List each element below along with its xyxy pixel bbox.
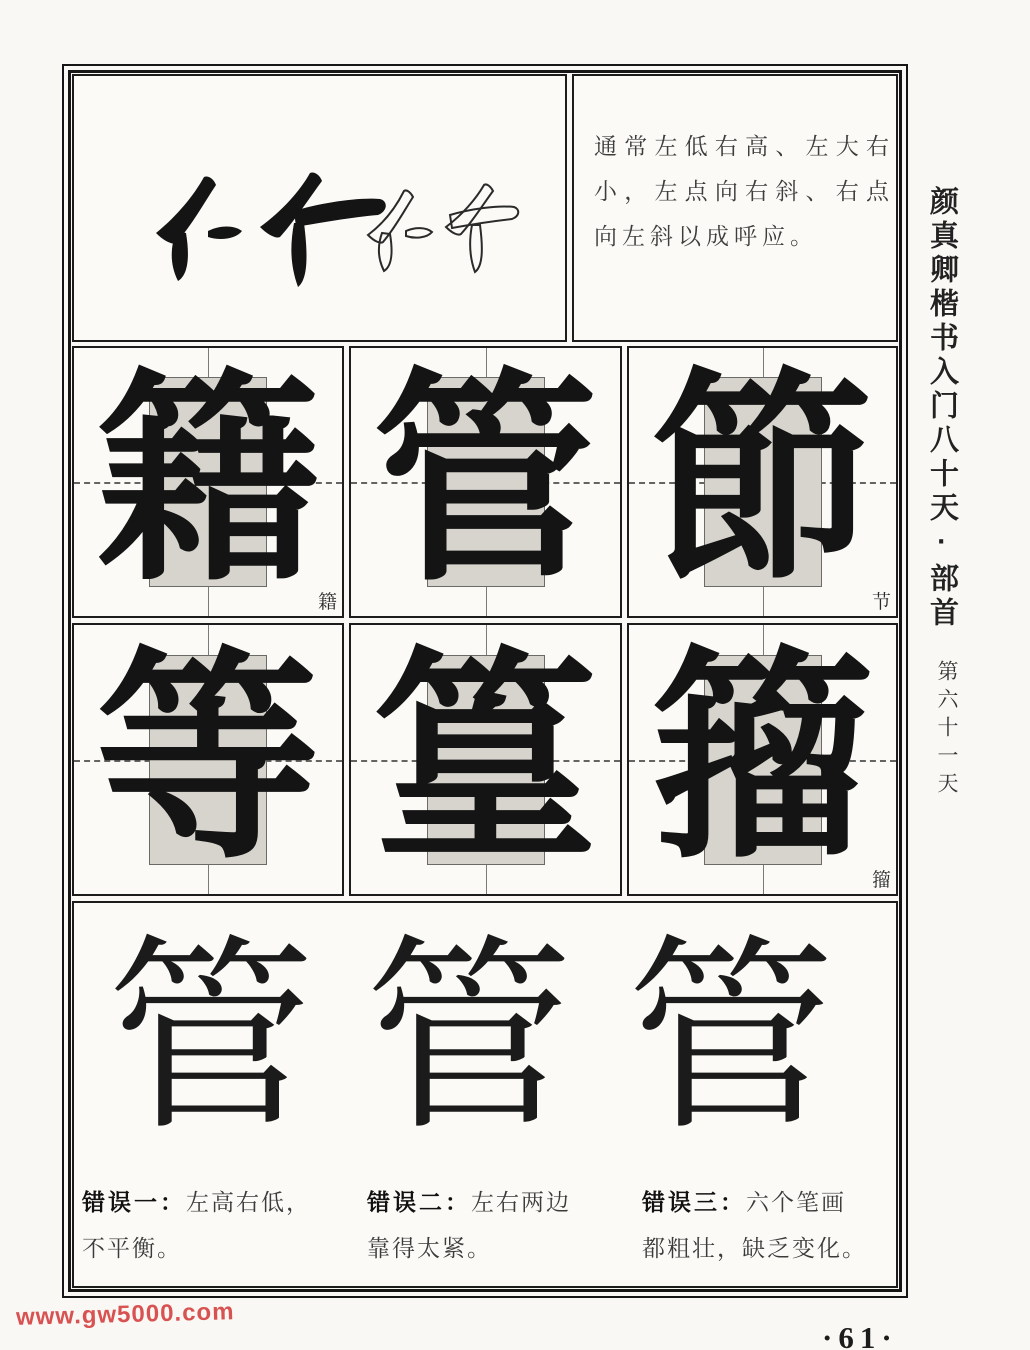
error-caption-3-line1: 六个笔画 [746,1190,846,1215]
bamboo-radical-icon [142,171,522,321]
calligraphy-char: 籍 [95,357,321,607]
watermark-url: www.gw5000.com [15,1298,235,1331]
grid-cell-ji [72,346,344,618]
error-caption-1-line1: 左高右低， [186,1190,311,1215]
calligraphy-char: 管 [373,357,598,607]
char-label: 籀 [871,870,891,891]
radical-demo-box [72,74,567,342]
calligraphy-char: 籀 [650,634,875,885]
grid-cell-zhou [627,623,898,896]
error-char-1: 管 [107,924,315,1154]
error-caption-1-label: 错误一： [82,1189,186,1215]
calligraphy-char: 篁 [373,634,598,885]
instruction-box [572,74,898,342]
error-char-2: 管 [365,924,573,1154]
error-caption-2-line1: 左右两边 [471,1190,571,1215]
lesson-day-vertical: 第六十一天 [935,660,959,800]
error-char-3: 管 [627,924,835,1154]
error-caption-3 [642,1179,904,1272]
error-caption-2-label: 错误二： [367,1189,471,1215]
book-title-vertical: 颜真卿楷书入门八十天·部首 [926,186,958,631]
grid-cell-guan [349,346,622,618]
grid-cell-huang [349,623,622,896]
calligraphy-char: 等 [95,634,321,885]
error-caption-1-line2: 不平衡。 [82,1236,182,1261]
error-caption-3-line2: 都粗壮，缺乏变化。 [642,1236,867,1261]
calligraphy-char: 節 [650,357,875,607]
error-caption-1 [82,1179,334,1272]
error-example-chars [74,915,896,1165]
char-label: 节 [871,592,891,613]
char-label: 籍 [317,592,337,613]
error-caption-3-label: 错误三： [642,1189,746,1215]
grid-cell-jie [627,346,898,618]
page-number: ·61· [822,1320,898,1350]
error-examples-box [72,901,898,1288]
error-caption-2 [367,1179,609,1272]
error-caption-2-line2: 靠得太紧。 [367,1236,492,1261]
instruction-text: 通常左低右高、左大右小，左点向右斜、右点向左斜以成呼应。 [594,134,894,249]
page-frame [62,64,908,1298]
page-frame-inner [68,70,902,1292]
grid-cell-deng [72,623,344,896]
